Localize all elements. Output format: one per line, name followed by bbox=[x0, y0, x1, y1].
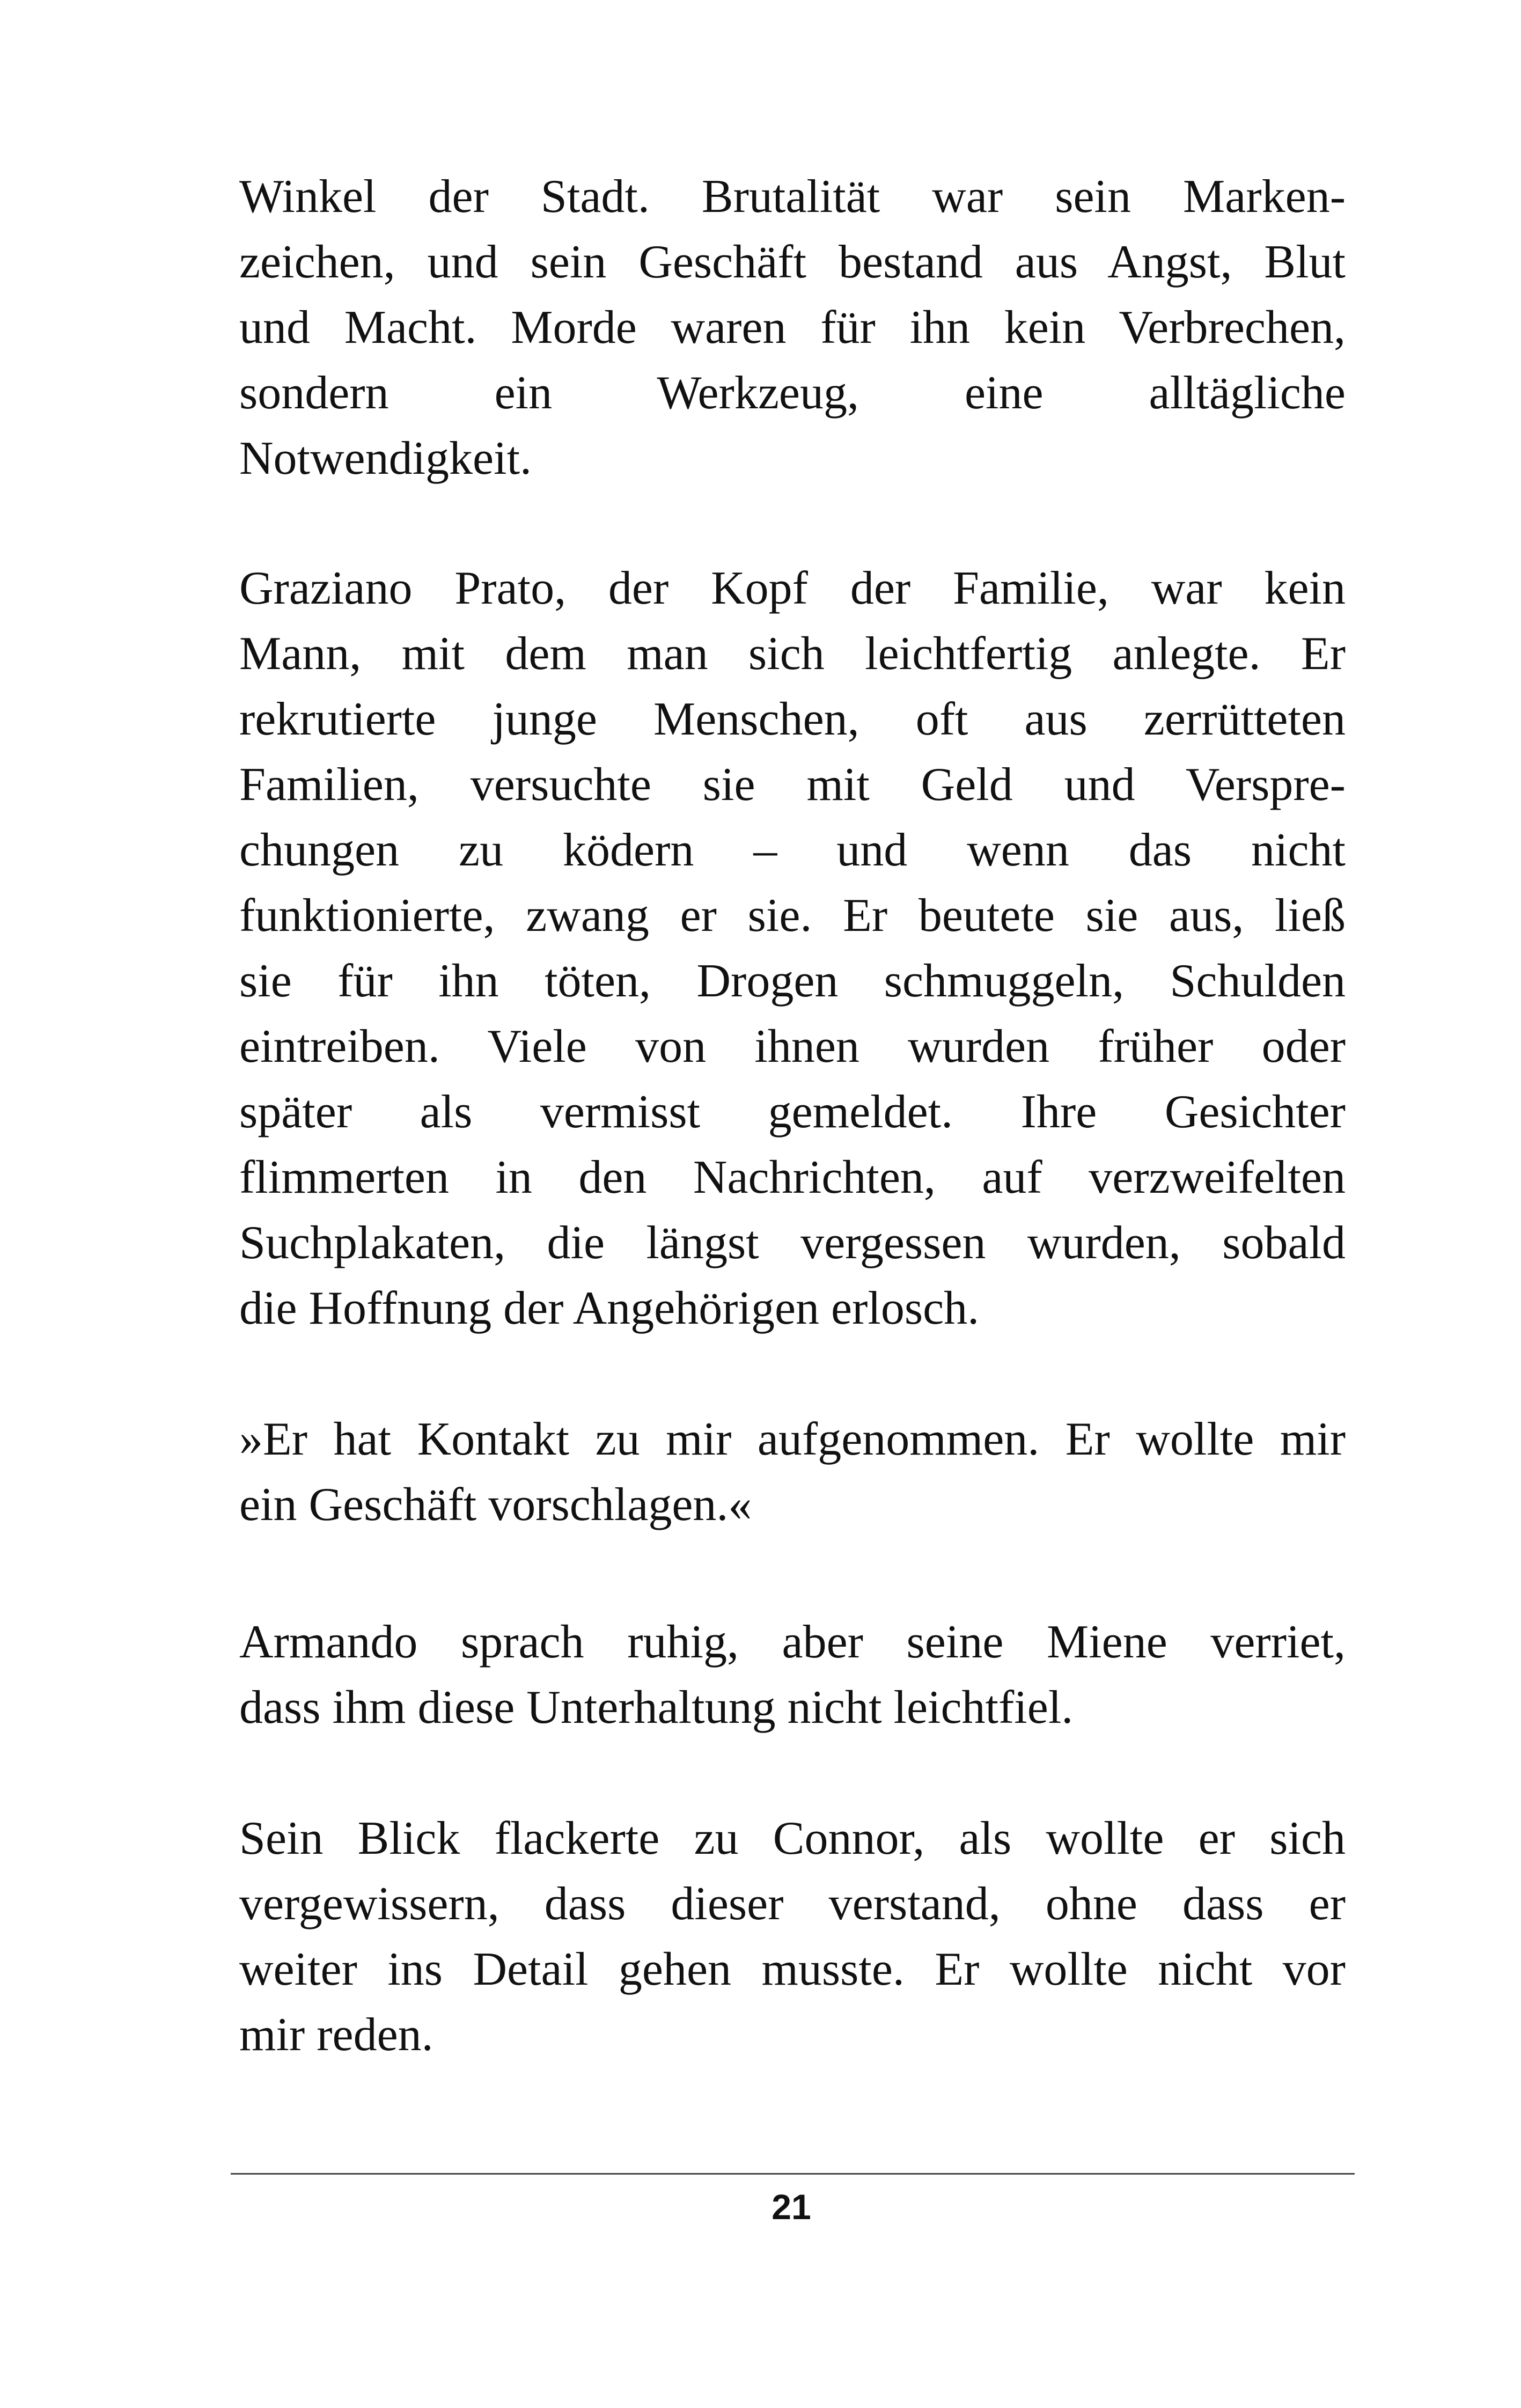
text-line: die Hoffnung der Angehörigen erlosch. bbox=[239, 1282, 980, 1334]
text-line: dass ihm diese Unterhaltung nicht leichtfiel. bbox=[239, 1682, 1074, 1734]
text-line: rekrutierte junge Menschen, oft aus zerrütteten bbox=[239, 693, 1346, 745]
paragraph-3 bbox=[239, 1407, 1346, 1538]
text-line: Sein Blick flackerte zu Connor, als wollte er sich bbox=[239, 1812, 1346, 1864]
text-line: Mann, mit dem man sich leichtfertig anlegte. Er bbox=[239, 628, 1346, 680]
text-line: zeichen, und sein Geschäft bestand aus Angst, Blut bbox=[239, 236, 1346, 288]
paragraph-5 bbox=[239, 1806, 1346, 2068]
text-line: und Macht. Morde waren für ihn kein Verbrechen, bbox=[239, 302, 1346, 354]
text-line: Notwendigkeit. bbox=[239, 432, 532, 484]
text-line: Familien, versuchte sie mit Geld und Verspre- bbox=[239, 759, 1346, 811]
text-line: weiter ins Detail gehen musste. Er wollte nicht vor bbox=[239, 1943, 1346, 1995]
paragraph-2 bbox=[239, 556, 1346, 1341]
text-line: Suchplakaten, die längst vergessen wurden, sobald bbox=[239, 1217, 1346, 1269]
text-line: Graziano Prato, der Kopf der Familie, war kein bbox=[239, 562, 1346, 614]
text-line: sie für ihn töten, Drogen schmuggeln, Schulden bbox=[239, 955, 1346, 1007]
footer-divider bbox=[231, 2173, 1355, 2175]
text-line: »Er hat Kontakt zu mir aufgenommen. Er wollte mir bbox=[239, 1413, 1346, 1465]
paragraph-4 bbox=[239, 1610, 1346, 1741]
page-number: 21 bbox=[771, 2187, 811, 2227]
text-line: vergewissern, dass dieser verstand, ohne dass er bbox=[239, 1878, 1346, 1930]
text-line: funktionierte, zwang er sie. Er beutete sie aus, ließ bbox=[239, 890, 1346, 942]
text-line: Winkel der Stadt. Brutalität war sein Marken- bbox=[239, 171, 1346, 223]
text-line: eintreiben. Viele von ihnen wurden früher oder bbox=[239, 1021, 1346, 1073]
paragraph-1 bbox=[239, 164, 1346, 491]
text-line: ein Geschäft vorschlagen.« bbox=[239, 1479, 752, 1531]
text-line: Armando sprach ruhig, aber seine Miene verriet, bbox=[239, 1616, 1346, 1668]
text-line: chungen zu ködern – und wenn das nicht bbox=[239, 824, 1346, 876]
text-line: mir reden. bbox=[239, 2009, 433, 2061]
text-line: flimmerten in den Nachrichten, auf verzweifelten bbox=[239, 1151, 1346, 1203]
text-line: später als vermisst gemeldet. Ihre Gesichter bbox=[239, 1086, 1346, 1138]
text-line: sondern ein Werkzeug, eine alltägliche bbox=[239, 367, 1346, 419]
